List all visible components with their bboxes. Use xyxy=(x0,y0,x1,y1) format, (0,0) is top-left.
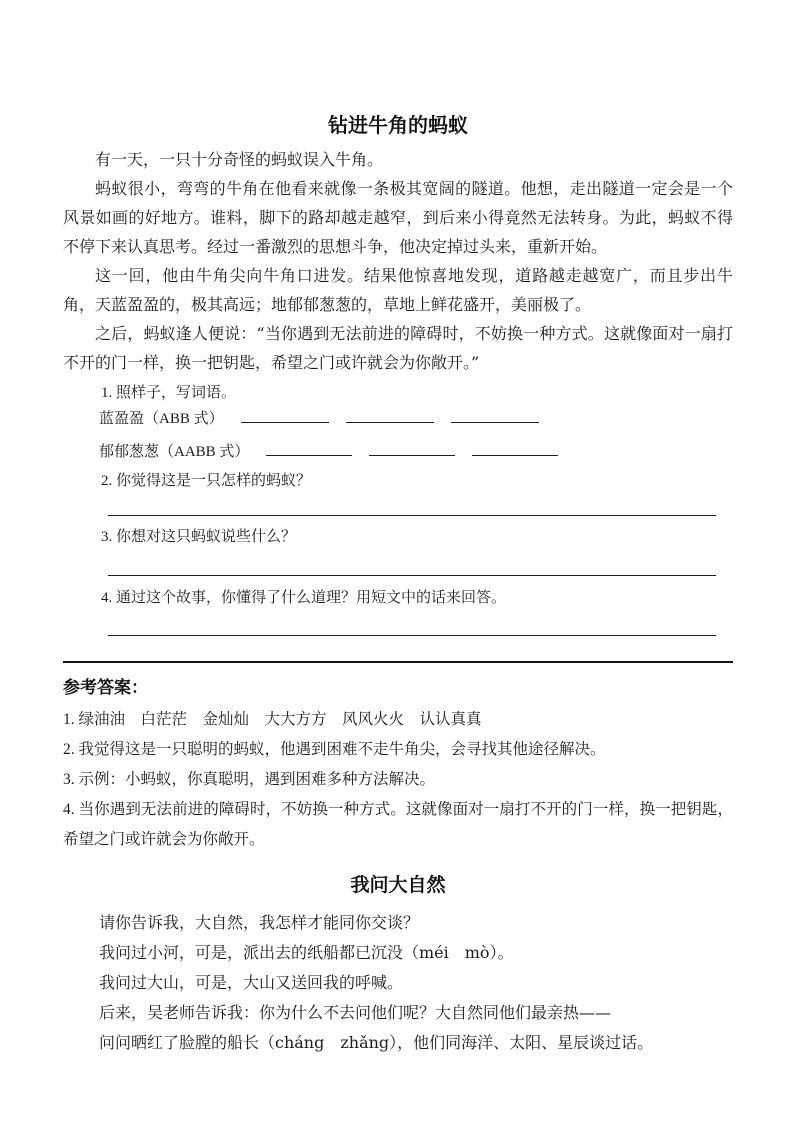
question-4: 4. 通过这个故事，你懂得了什么道理？用短文中的话来回答。 xyxy=(101,590,507,606)
poem-line: 请你告诉我，大自然，我怎样才能同你交谈？ xyxy=(99,913,420,932)
poem-line: 问问晒红了脸膛的船长（cháng zhǎng），他们同海洋、太阳、星辰谈过话。 xyxy=(99,1033,654,1052)
story-paragraph: 蚂蚁很小，弯弯的牛角在他看来就像一条极其宽阔的隧道。他想，走出隧道一定会是一个风景如画的好地方。谁料，脚下的路却越走越窄，到后来小得竟然无法转身。为此，蚂蚁不得不停下来认真思考。经过一番激烈的思想斗争，他决定掉过头来，重新开始。 xyxy=(63,179,733,256)
poem-line: 我问过小河，可是，派出去的纸船都已沉没（méi mò）。 xyxy=(99,943,514,962)
story-paragraph: 之后，蚂蚁逢人便说：“当你遇到无法前进的障碍时，不妨换一种方式。这就像面对一扇打不开的门一样，换一把钥匙，希望之门或许就会为你敞开。” xyxy=(63,324,733,372)
answer-item: 1. 绿油油 白茫茫 金灿灿 大大方方 风风火火 认认真真 xyxy=(63,711,482,728)
question-3: 3. 你想对这只蚂蚁说些什么？ xyxy=(101,529,297,545)
aabb-word-row xyxy=(63,440,733,463)
blank-line xyxy=(472,440,558,456)
abb-label: 蓝盈盈（ABB 式） xyxy=(99,411,224,427)
answers-heading: 参考答案： xyxy=(63,678,148,697)
blank-line xyxy=(266,440,352,456)
poem-line: 我问过大山，可是，大山又送回我的呼喊。 xyxy=(99,973,404,992)
blank-line xyxy=(369,440,455,456)
reading1-title: 钻进牛角的蚂蚁 xyxy=(328,115,468,137)
abb-word-row xyxy=(63,407,733,430)
blank-line xyxy=(346,407,434,423)
reading2-poem xyxy=(63,908,733,1058)
exercise-section xyxy=(63,384,733,636)
answer-item: 4. 当你遇到无法前进的障碍时，不妨换一种方式。这就像面对一扇打不开的门一样，换一把钥匙，希望之门或许就会为你敞开。 xyxy=(63,801,733,848)
answer-line xyxy=(108,515,716,516)
answer-item: 3. 示例：小蚂蚁，你真聪明，遇到困难多种方法解决。 xyxy=(63,771,436,788)
answer-line xyxy=(108,575,716,576)
question-2: 2. 你觉得这是一只怎样的蚂蚁？ xyxy=(101,473,312,489)
reading2-title: 我问大自然 xyxy=(350,875,446,896)
blank-line xyxy=(241,407,329,423)
story-paragraph: 有一天，一只十分奇怪的蚂蚁误入牛角。 xyxy=(95,150,384,169)
section-divider xyxy=(63,661,733,663)
question-1: 1. 照样子，写词语。 xyxy=(101,385,237,401)
answer-item: 2. 我觉得这是一只聪明的蚂蚁，他遇到困难不走牛角尖，会寻找其他途径解决。 xyxy=(63,741,606,758)
answers-list xyxy=(63,705,733,855)
reading1-story xyxy=(63,145,733,377)
answer-line xyxy=(108,635,716,636)
blank-line xyxy=(451,407,539,423)
story-paragraph: 这一回，他由牛角尖向牛角口进发。结果他惊喜地发现，道路越走越宽广，而且步出牛角，天蓝盈盈的，极其高远；地郁郁葱葱的，草地上鲜花盛开，美丽极了。 xyxy=(63,266,733,314)
poem-line: 后来，吴老师告诉我：你为什么不去问他们呢？大自然同他们最亲热—— xyxy=(99,1003,612,1022)
aabb-label: 郁郁葱葱（AABB 式） xyxy=(99,444,250,460)
